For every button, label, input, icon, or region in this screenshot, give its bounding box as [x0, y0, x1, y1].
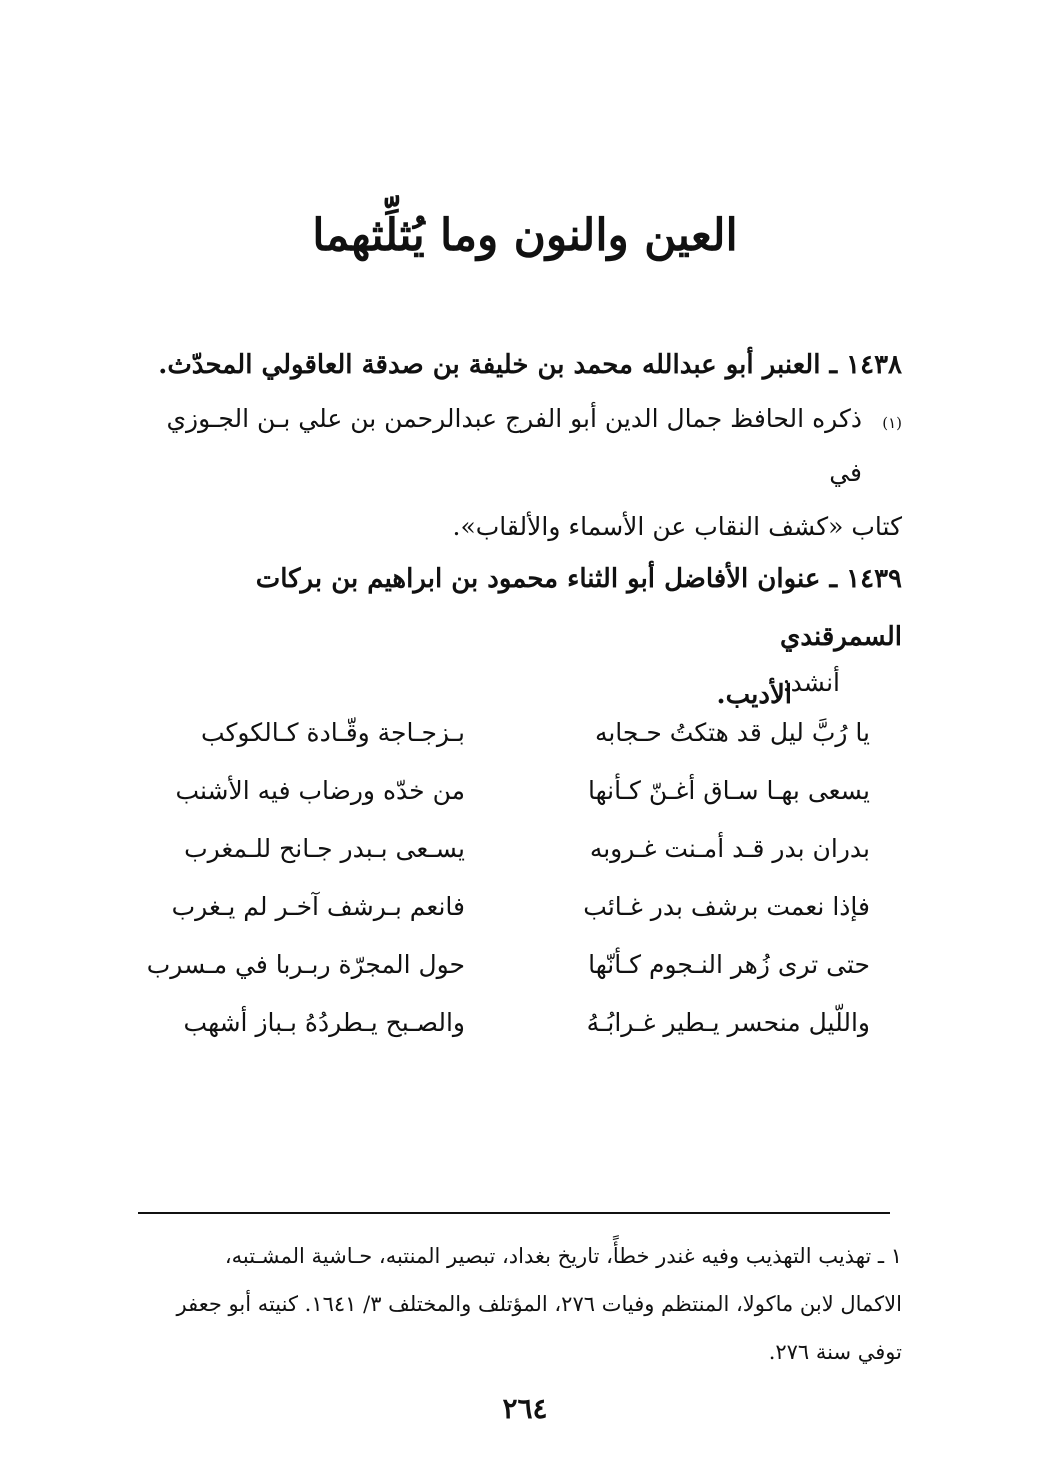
verse-first-hemistich: بدران بدر قـد أمـنت غـروبه — [589, 834, 870, 863]
verse-second-hemistich: فانعم بـرشف آخـر لم يـغرب — [171, 892, 465, 921]
verse — [150, 718, 870, 776]
footnote-divider — [138, 1212, 890, 1214]
entry-1439-heading-line-2: الأديب. — [716, 680, 792, 710]
entry-1438-heading-text: ١٤٣٨ ـ العنبر أبو عبدالله محمد بن خليفة بن صدقة العاقولي المحدّث. — [158, 350, 902, 380]
entry-1438-line-1: ذكره الحافظ جمال الدين أبو الفرج عبدالرحمن بن علي بـن الجـوزي في — [166, 404, 862, 487]
footnote-line-3: توفي سنة ٢٧٦. — [768, 1340, 902, 1364]
entry-1439-heading-line-1: ١٤٣٩ ـ عنوان الأفاضل أبو الثناء محمود بن ابراهيم بن بركات السمرقندي — [255, 564, 902, 652]
footnote-line-1: ١ ـ تهذيب التهذيب وفيه غندر خطأً، تاريخ بغداد، تبصير المنتبه، حـاشية المشـتبه، — [224, 1244, 902, 1268]
verse-first-hemistich: واللّيل منحسر يـطير غـرابُـهُ — [586, 1008, 870, 1037]
entry-1439-heading — [142, 550, 902, 724]
footnote-line-2: الاكمال لابن ماكولا، المنتظم وفيات ٢٧٦، المؤتلف والمختلف ٣/ ١٦٤١. كنيته أبو جعفر — [176, 1292, 902, 1316]
verse-first-hemistich: يا رُبَّ ليل قد هتكتُ حـجابه — [594, 718, 870, 747]
verse-first-hemistich: يسعى بهـا سـاق أغـنّ كـأنها — [588, 776, 870, 805]
verse-first-hemistich: حتى ترى زُهر النـجوم كـأنّها — [588, 950, 870, 979]
verse-first-hemistich: فإذا نعمت برشف بدر غـائب — [583, 892, 870, 921]
poem-intro: أنشد: — [782, 668, 840, 697]
verse — [150, 776, 870, 834]
verse-second-hemistich: حول المجرّة ربـربا في مـسرب — [146, 950, 465, 979]
verse — [150, 834, 870, 892]
verse — [146, 950, 870, 1008]
footnote — [142, 1232, 902, 1376]
chapter-title: العين والنون وما يُثلِّثهما — [312, 210, 738, 261]
entry-1438-body — [142, 392, 902, 554]
verse-second-hemistich: والصـبح يـطردُهُ بـباز أشهب — [183, 1008, 465, 1037]
poem — [146, 718, 870, 1066]
verse — [150, 1008, 870, 1066]
verse-second-hemistich: يسـعى بـبدر جـانح للـمغرب — [184, 834, 465, 863]
verse-second-hemistich: من خدّه ورضاب فيه الأشنب — [175, 776, 465, 805]
verse — [150, 892, 870, 950]
entry-1438-line-2: كتاب «كشف النقاب عن الأسماء والألقاب». — [452, 512, 902, 541]
verse-second-hemistich: بـزجـاجة وقّـادة كـالكوكب — [200, 718, 465, 747]
page-number: ٢٦٤ — [502, 1392, 548, 1425]
footnote-ref: (١) — [882, 414, 902, 432]
